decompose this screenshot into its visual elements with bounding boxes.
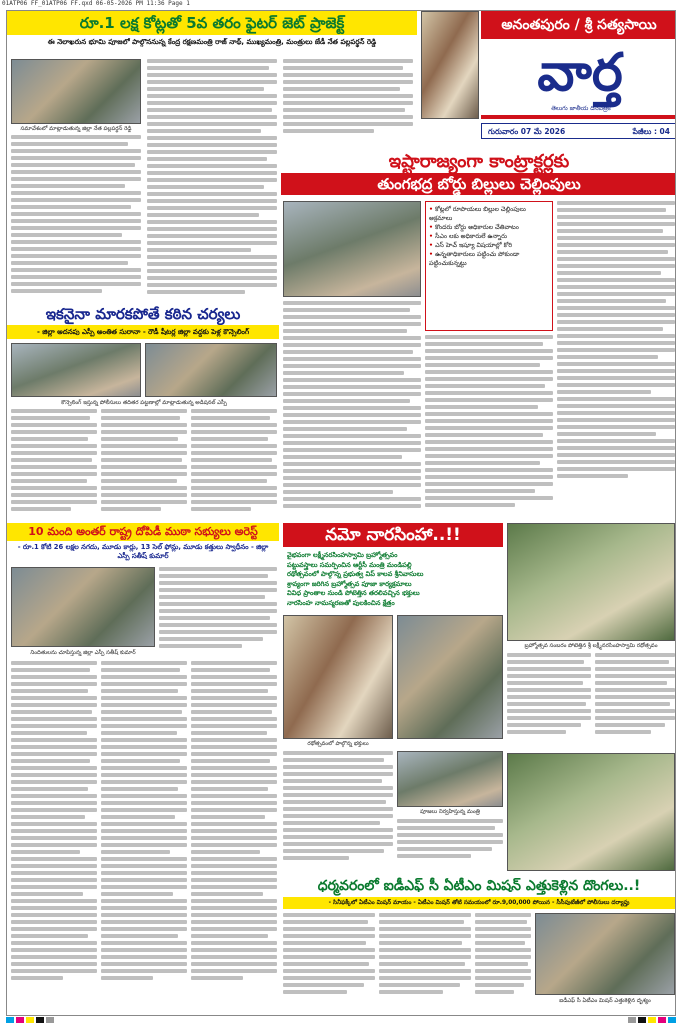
story5-bullet: నారసింహ నామస్మరణతో పులకించిన క్షేత్రం (287, 598, 395, 607)
story2-headline-block (281, 151, 676, 195)
masthead-date: గురువారం 07 మే 2026 (488, 127, 566, 136)
story4-body-col2 (101, 661, 187, 1007)
story3-body-col3 (191, 409, 277, 521)
story5-bullet-block (287, 551, 505, 608)
story3-photo-right (145, 343, 277, 397)
story5-bullet: వివిధ ప్రాంతాల నుండి పోటెత్తిన తరలివచ్చిన భక్తులు (287, 589, 420, 597)
story5-headline: నమో నారసింహా..!! (283, 523, 503, 547)
story4-body-col3 (191, 661, 277, 1007)
story6-body-col3 (475, 913, 531, 1009)
story5-body-col1 (283, 751, 393, 871)
story5-crowd-photo (507, 753, 675, 871)
story4-photo (11, 567, 155, 647)
story6-photo-caption: ఐడీఎఫ్ సీ ఏటీఎం మిషన్ ఎత్తుకెళ్లిన దృశ్యం (559, 998, 651, 1004)
prepress-slug: 01ATP06 FF_01ATP06 FF.qxd 06-05-2026 PM 11:36 Page 1 (2, 0, 190, 7)
story3-body-col1 (11, 409, 97, 521)
masthead-region: అనంతపురం / శ్రీ సత్యసాయి (481, 11, 676, 39)
story2-bullet-list (429, 205, 549, 268)
story4-body-col0 (159, 567, 277, 657)
story5-chariot-photo (283, 615, 393, 739)
story5-bullet: శ్రావ్యంగా జరిగిన బ్రహ్మోత్సవ పూజా కార్యక్రమాలు (287, 579, 412, 588)
story1-photo (11, 59, 141, 124)
story3-headline: ఇకనైనా మారకపోతే కఠిన చర్యలు (45, 305, 241, 323)
story5-rath-photo (507, 523, 675, 641)
story2-body-col3 (557, 201, 675, 521)
story5-bullet: వైభవంగా లక్ష్మీనరసింహస్వామి బ్రహ్మోత్సవం (287, 551, 398, 559)
story5-bullet: రథోత్సవంలో పాల్గొన్న ప్రభుత్వ విప్ కాలవ శ్రీనివాసులు (287, 570, 424, 578)
story1-headline-bar (7, 11, 417, 35)
story2-bullets-box (425, 201, 553, 331)
story5-body-col2 (397, 819, 503, 871)
story2-body-col1 (283, 301, 421, 521)
story4-body-col1 (11, 661, 97, 1007)
story5-photo-caption-top: బ్రహ్మోత్సవ సంబరం పోటెత్తిన శ్రీ లక్ష్మీనరసింహస్వామి రథోత్సవం (524, 643, 658, 649)
story5-body-right2 (595, 653, 675, 749)
deity-photo (421, 11, 479, 119)
story5-body-right1 (507, 653, 591, 749)
story6-body-col1 (283, 913, 375, 1009)
story6-atm-photo (535, 913, 675, 995)
story2-bullet: • కొందరు బోర్డు అధికారుల చేతివాటం (429, 223, 549, 232)
story6-body-col2 (379, 913, 471, 1009)
masthead (421, 11, 676, 156)
story6-headline: ధర్మవరంలో ఐడీఎఫ్ సీ ఏటీఎం మిషన్ ఎత్తుకెళ్లిన దొంగలు..! (317, 878, 641, 894)
masthead-pages: పేజీలు : 04 (632, 127, 670, 136)
color-bar-right (628, 1017, 676, 1023)
story3-body-col2 (101, 409, 187, 521)
story3-headline-bar (7, 303, 279, 325)
masthead-rule (481, 115, 676, 119)
story3-photo-caption: కౌన్సెలింగ్ ఇస్తున్న పోలీసులు తదితర పట్టణాల్లో మాట్లాడుతున్న అడిషనల్ ఎస్పీ (61, 400, 227, 406)
story1-body-col1 (11, 135, 141, 311)
story2-headline-line2: తుంగభద్ర బోర్డు బిల్లులు చెల్లింపులు (281, 173, 676, 195)
story3-photo-left (11, 343, 141, 397)
story1-subhead: ఈ నెలాఖరున భూమి పూజలో పాల్గొననున్న కేంద్ర రక్షణమంత్రి రాజ్ నాథ్, ముఖ్యమంత్రి, మంత్రులు జేడీ నేత పల్లపర్థన్ రెడ్డి (47, 38, 377, 46)
story4-headline: 10 మంది అంతర్ రాష్ట్ర దోపిడీ ముఠా సభ్యులు అరెస్ట్ (7, 523, 279, 541)
story2-bullet: • కోట్లలో రూపాయలు బిల్లుల చెల్లింపులు అక్రమాలు (429, 205, 549, 223)
story2-bullet: • ఉన్నతాధికారులు పట్టించు పోకుండా పట్టించుకున్నట్టు (429, 250, 549, 268)
masthead-tagline: తెలుగు జాతీయ దినపత్రిక (551, 105, 611, 112)
story5-minister-photo (397, 615, 503, 739)
masthead-title: వార్త (537, 42, 623, 103)
color-bar-left (6, 1017, 54, 1023)
story2-dam-photo (283, 201, 421, 297)
story1-headline: రూ.1 లక్ష కోట్లతో 5వ తరం ఫైటర్ జెట్ ప్రాజెక్ట్ (79, 14, 345, 32)
story6-subhead: - సినీఫక్కీలో ఏటీఎం మిషన్ మాయం - ఏటీఎం మిషన్ తోటి సమయంలో రూ.9,00,000 పోయిన - సీసీపుటేజీలో పోలీసులు దర్యాప్తు (283, 897, 675, 909)
registration-strip (6, 1016, 676, 1024)
story4-photo-caption: నిందితులను చూపిస్తున్న జిల్లా ఎస్పీ సతీష్ కుమార్ (30, 650, 136, 656)
story2-bullet: • ఎస్ హెచ్ ఇష్యూ విషయాల్లో కోరి (429, 241, 549, 250)
story2-headline-line1: ఇష్టారాజ్యంగా కాంట్రాక్టర్లకు (388, 151, 570, 172)
story1-body-col2 (147, 59, 277, 311)
story2-bullet: • సీఎం లకు అధికారులే ఉన్నారు (429, 232, 549, 241)
story4-subhead: - రూ.1 కోటి 26 లక్షల నగదు, మూడు కార్లు, 13 సెల్ ఫోన్లు, మూడు కత్తులు స్వాధీనం - జిల్లా ఎస్పీ సతీష్ కుమార్ (17, 543, 269, 560)
dateline (481, 123, 676, 139)
story5-photo-caption-left: రథోత్సవంలో పాల్గొన్న భక్తులు (307, 741, 369, 747)
story3-subhead: - జిల్లా అదనపు ఎస్పీ అంతిత సురానా - రౌడీ షీటర్ల జిల్లా వద్దకు పెళ్ల కౌన్సెలింగ్ (7, 325, 279, 339)
story1-photo-caption: సమావేశంలో మాట్లాడుతున్న జిల్లా నేత పల్లపర్థన్ రెడ్డి (20, 126, 132, 132)
newspaper-page (6, 10, 676, 1016)
story5-puja-photo (397, 751, 503, 807)
story1-body-col3 (283, 59, 413, 147)
story2-body-col2 (425, 335, 553, 521)
story5-bullet: పట్టువస్త్రాలు సమర్పించిన ఆర్టీసీ మంత్రి మండిపల్లి (287, 560, 412, 569)
story5-photo-caption-mid: పూజలు నిర్వహిస్తున్న మంత్రి (420, 809, 480, 815)
